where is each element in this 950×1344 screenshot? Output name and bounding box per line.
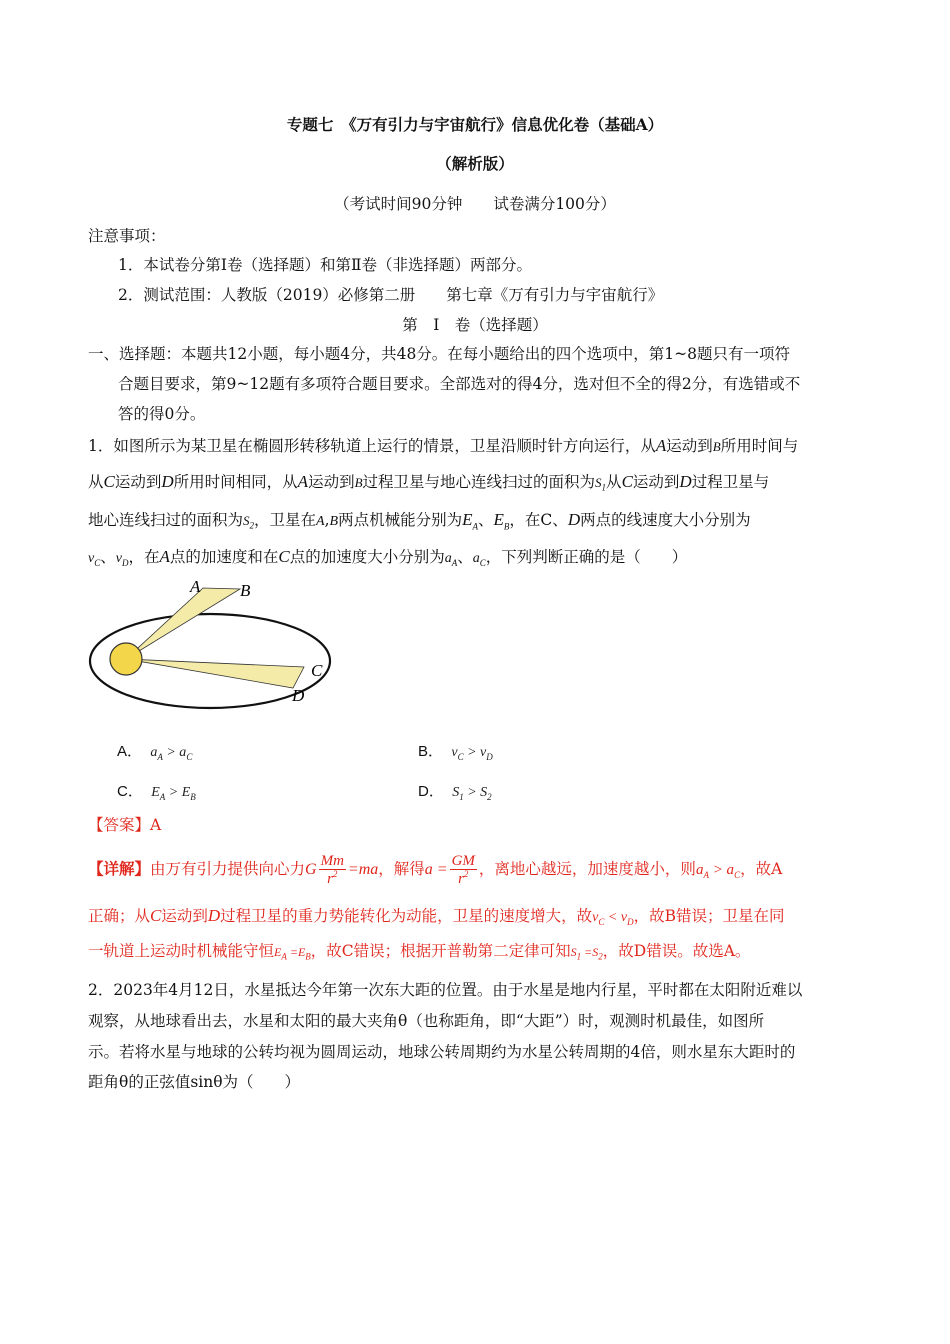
document-title: 专题七 《万有引力与宇宙航行》信息优化卷（基础A）: [286, 115, 664, 134]
label-b: B: [240, 581, 251, 600]
q2-line-3: 示。若将水星与地球的公转均视为圆周运动，地球公转周期约为水星公转周期的4倍，则水星东大距时的: [88, 1043, 796, 1061]
label-c: C: [311, 661, 323, 680]
orbit-diagram: [80, 572, 340, 712]
q2-line-4: 距角θ的正弦值sinθ为（ ）: [88, 1073, 301, 1091]
q1-line-2: 从C运动到D所用时间相同，从A运动到B过程卫星与地心连线扫过的面积为$S_1$从C运动到D过程卫星与: [88, 472, 770, 493]
q2-line-2: 观察，从地球看出去，水星和太阳的最大夹角θ（也称距角，即“大距”）时，观测时机最佳，如图所: [88, 1012, 765, 1030]
option-b[interactable]: B． $v_C > v_D$: [418, 743, 493, 762]
earth: [110, 643, 142, 675]
q2-line-1: 2．2023年4月12日，水星抵达今年第一次东大距的位置。由于水星是地内行星，平时都在太阳附近难以: [88, 981, 803, 999]
section-title: 第 Ⅰ 卷（选择题）: [402, 316, 548, 334]
detail-line-3: 一轨道上运动时机械能守恒$E_A =E_B$，故C错误；根据开普勒第二定律可知$S_1 =S_2$，故D错误。故选A。: [88, 942, 751, 962]
q1-line-1: 1．如图所示为某卫星在椭圆形转移轨道上运行的情景，卫星沿顺时针方向运行，从A运动到B所用时间与: [88, 436, 799, 455]
label-d: D: [292, 686, 305, 705]
option-d[interactable]: D． $S_1 > S_2$: [418, 783, 492, 802]
section-instructions-line-1: 一、选择题：本题共12小题，每小题4分，共48分。在每小题给出的四个选项中，第1~8题只有一项符: [88, 345, 791, 363]
detail-line-1: 【详解】由万有引力提供向心力G $\frac{Mm}{r^2}$ =ma，解得a = $\frac{GM}{r^2}$ ，离地心越远，加速度越小，则$a_A > a_C$，故A: [88, 852, 783, 887]
swept-area-ab: [126, 588, 240, 659]
option-c[interactable]: C． $E_A > E_B$: [117, 783, 196, 802]
notes-item-1: 1．本试卷分第Ⅰ卷（选择题）和第Ⅱ卷（非选择题）两部分。: [118, 256, 533, 274]
notes-heading: 注意事项：: [88, 227, 166, 245]
notes-item-2: 2．测试范围：人教版（2019）必修第二册 第七章《万有引力与宇宙航行》: [118, 286, 664, 304]
q1-line-4: $v_C$、$v_D$，在A点的加速度和在C点的加速度大小分别为$a_A$、$a_C$，下列判断正确的是（ ）: [88, 547, 688, 568]
label-a: A: [190, 577, 201, 596]
section-instructions-line-2: 合题目要求，第9~12题有多项符合题目要求。全部选对的得4分，选对但不全的得2分，有选错或不: [118, 375, 801, 393]
answer: 【答案】A: [88, 816, 162, 834]
section-instructions-line-3: 答的得0分。: [118, 405, 206, 423]
detail-line-2: 正确；从C运动到D过程卫星的重力势能转化为动能，卫星的速度增大，故$v_C < v_D$，故B错误；卫星在同: [88, 906, 785, 927]
option-a[interactable]: A． $a_A > a_C$: [117, 743, 193, 762]
swept-area-cd: [126, 659, 304, 688]
document-subtitle: （解析版）: [436, 154, 514, 173]
q1-line-3: 地心连线扫过的面积为$S_2$，卫星在A,B两点机械能分别为$E_A$、$E_B$，在C、D两点的线速度大小分别为: [88, 510, 751, 532]
exam-info: （考试时间90分钟 试卷满分100分）: [334, 195, 616, 213]
